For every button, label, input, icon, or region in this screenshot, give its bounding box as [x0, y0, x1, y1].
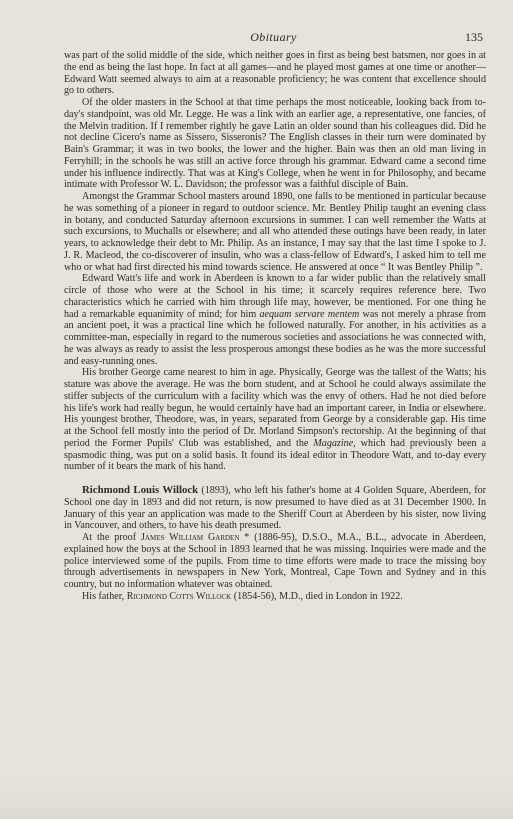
italic-phrase: aequam servare mentem	[259, 308, 360, 320]
page-header	[64, 30, 483, 46]
text-run: , which had previously been a spasmodic thing, was put on a solid basis. It found its ideal editor in Theodore Watt, and to-day every number of it bears the mark of his hand.	[64, 437, 486, 473]
paragraph-p8	[64, 591, 486, 603]
paragraph-p5	[64, 367, 486, 473]
person-name: James William Garden	[140, 532, 240, 543]
paragraph-p1	[64, 50, 486, 97]
page-number: 135	[465, 30, 483, 44]
italic-phrase: Magazine	[313, 437, 354, 449]
body-text	[64, 50, 486, 603]
text-run: * (1886-95), D.S.O., M.A., B.L., advocate in Aberdeen, explained how the boys at the School in 1893 learned that he was missing. Inquiries were made and the police interviewed some of the pupils. From time to time efforts were made to trace the missing boy through advertisements in newspapers in New York, Montreal, Cape Town and Sydney and in this country, but no information whatever was obtained.	[64, 532, 486, 590]
paragraph-p3	[64, 191, 486, 273]
text-run: was not merely a phrase from an ancient poet, it was a practical line which he followed naturally. For another, in his activities as a committee-man, especially in regard to the numerous societies and associations he was connected with, he was always as ready to assist the less prosperous amongst these bodies as he was the more successful and easy-running ones.	[64, 308, 486, 367]
text-run: was part of the solid middle of the side, which neither goes in first as being best batsmen, nor goes in at the end as being the last hope. In fact at all games—and he played most games at one time or another—Edward Watt seemed always to aim at a reasonable proficiency; he was content that excellence should go to others.	[64, 50, 486, 97]
running-head: Obituary	[250, 30, 297, 44]
text-run: At the proof	[82, 532, 141, 543]
page-shadow	[0, 779, 513, 819]
text-run: Edward Watt's life and work in Aberdeen is known to a far wider public than the relatively small circle of those who were at the School in his time; it scarcely requires reference here. Two characteristics which he carried with him through life may, however, be mentioned. For one thing he had a remarkable equanimity of mind; for him	[64, 273, 486, 320]
text-run: Amongst the Grammar School masters around 1890, one falls to be mentioned in particular because he was something of a pioneer in regard to outdoor science. Mr. Bentley Philip taught an evening class in botany, and conducted Saturday afternoon excursions in summer. I can well remember the Watts at such excursions, to Muchalls or elsewhere; and all who attended these outings have been ready, in later years, to acknowledge their debt to Mr. Philip. As an instance, I may say that the last time I spoke to J. J. R. Macleod, the co-discoverer of insulin, who was a class-fellow of Edward's, I asked him to tell me who or what had first directed his mind towards science. He answered at once “ It was Bentley Philip ”.	[64, 191, 486, 273]
person-name: Richmond Cotts Willock	[126, 590, 232, 602]
text-run: His brother George came nearest to him in age. Physically, George was the tallest of the Watts; his stature was above the average. He was the born student, and at School he could always assimilate the stiffer subjects of the curriculum with a facility which was the envy of others. Had he not died before his life's work had really begun, he would certainly have had an important career, in India or elsewhere. His youngest brother, Theodore, was, in years, separated from George by a considerable gap. His time at the School fell mostly into the period of Dr. Morland Simpson's rectorship. At the beginning of that period the Former Pupils' Club was established, and the	[64, 367, 486, 449]
paragraph-p7	[64, 532, 486, 591]
paragraph-p2	[64, 97, 486, 191]
text-run: His father,	[82, 590, 127, 602]
paragraph-p4	[64, 273, 486, 367]
text-run: Of the older masters in the School at that time perhaps the most noticeable, looking back from to-day's standpoint, was old Mr. Legge. He was a link with an earlier age, a representative, one fancies, of the Melvin tradition. If I remember rightly he gave Latin an older sound than his colleagues did. Did he not decline Cicero's name as Sissero, Sisseronis? The English classes in their turn were dominated by Bain's Grammar; it was in two books, the lower and the higher. Bain was then an old man living in Ferryhill; in the schools he was still an active force through his grammar. Edward came a second time under his influence indirectly. That was at King's College, when he went in for Philosophy, and became intimate with Professor W. L. Davidson; the professor was a faithful disciple of Bain.	[64, 97, 486, 191]
obituary-name: Richmond Louis Willock	[82, 484, 199, 496]
paragraph-p6	[64, 485, 486, 532]
text-run: (1854-56), M.D., died in London in 1922.	[231, 590, 403, 602]
text-run: (1893), who left his father's home at 4 Golden Square, Aberdeen, for School one day in 1893 and did not return, is now presumed to have died as at 31 December 1900. In January of this year an application was made to the Sheriff Court at Aberdeen by his sister, now living in Vancouver, and others, to have his death presumed.	[64, 485, 486, 532]
